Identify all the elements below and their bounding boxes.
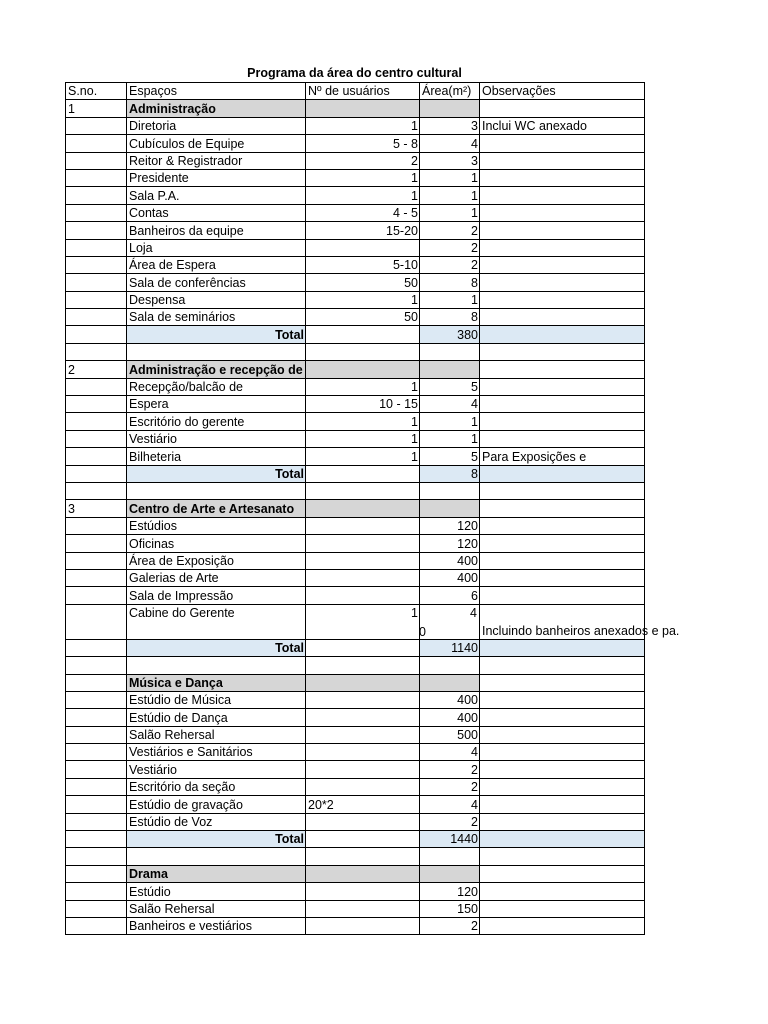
notes-cell — [480, 256, 645, 273]
blank-cell — [66, 709, 127, 726]
total-fill — [480, 639, 645, 656]
notes-cell — [480, 222, 645, 239]
table-row — [66, 413, 645, 430]
notes-cell — [480, 883, 645, 900]
notes-cell — [480, 169, 645, 186]
blank-cell — [127, 848, 306, 865]
spacer-row — [66, 848, 645, 865]
table-row — [66, 448, 645, 465]
total-value: 8 — [420, 465, 480, 482]
notes-cell: Para Exposições e — [480, 448, 645, 465]
space-cell: Estúdios — [127, 517, 306, 534]
total-fill — [480, 326, 645, 343]
notes-cell — [480, 569, 645, 586]
section-number: 3 — [66, 500, 127, 517]
space-cell: Banheiros da equipe — [127, 222, 306, 239]
users-cell — [306, 517, 420, 534]
section-header-row — [66, 500, 645, 517]
blank-cell — [66, 744, 127, 761]
table-row — [66, 726, 645, 743]
total-label: Total — [127, 326, 306, 343]
space-cell: Vestiário — [127, 761, 306, 778]
area-value-bottom: 0 — [419, 624, 426, 639]
blank-cell — [306, 657, 420, 674]
area-cell: 1 — [420, 204, 480, 221]
space-cell: Sala de conferências — [127, 274, 306, 291]
space-cell: Vestiários e Sanitários — [127, 744, 306, 761]
blank-cell — [127, 657, 306, 674]
space-cell: Reitor & Registrador — [127, 152, 306, 169]
blank-cell — [66, 848, 127, 865]
blank-cell — [66, 517, 127, 534]
area-program-table — [65, 82, 680, 935]
notes-cell — [480, 135, 645, 152]
notes-cell — [480, 204, 645, 221]
notes-cell — [480, 187, 645, 204]
area-cell: 120 — [420, 883, 480, 900]
users-cell: 1 — [306, 604, 420, 639]
section-number — [66, 674, 127, 691]
area-cell: 150 — [420, 900, 480, 917]
table-row — [66, 222, 645, 239]
notes-cell — [480, 413, 645, 430]
table-body — [66, 83, 680, 935]
space-cell: Oficinas — [127, 535, 306, 552]
area-cell: 1 — [420, 169, 480, 186]
total-label: Total — [127, 465, 306, 482]
space-cell: Bilheteria — [127, 448, 306, 465]
blank-cell — [66, 135, 127, 152]
spacer-row — [66, 343, 645, 360]
space-cell: Diretoria — [127, 117, 306, 134]
total-fill — [480, 465, 645, 482]
blank-cell — [66, 726, 127, 743]
blank-cell — [66, 604, 127, 639]
header-area: Área(m²) — [420, 83, 480, 100]
blank-cell — [66, 222, 127, 239]
blank-cell — [66, 448, 127, 465]
users-cell: 1 — [306, 413, 420, 430]
area-cell: 1 — [420, 413, 480, 430]
notes-cell — [480, 309, 645, 326]
table-row — [66, 744, 645, 761]
total-row — [66, 639, 645, 656]
total-fill — [306, 465, 420, 482]
notes-cell — [480, 900, 645, 917]
total-row — [66, 465, 645, 482]
users-cell — [306, 709, 420, 726]
users-cell — [306, 900, 420, 917]
users-cell — [306, 691, 420, 708]
table-row — [66, 691, 645, 708]
section-fill — [306, 674, 420, 691]
users-cell — [306, 587, 420, 604]
blank-cell — [66, 413, 127, 430]
blank-cell — [480, 848, 645, 865]
area-cell: 4 — [420, 396, 480, 413]
area-cell: 500 — [420, 726, 480, 743]
area-cell: 2 — [420, 761, 480, 778]
blank-cell — [66, 256, 127, 273]
area-cell: 4 — [420, 744, 480, 761]
blank-cell — [66, 900, 127, 917]
space-cell: Estúdio de Dança — [127, 709, 306, 726]
blank-cell — [66, 152, 127, 169]
users-cell — [306, 813, 420, 830]
users-cell: 1 — [306, 187, 420, 204]
space-cell: Loja — [127, 239, 306, 256]
area-cell: 120 — [420, 517, 480, 534]
header-sno: S.no. — [66, 83, 127, 100]
users-cell: 1 — [306, 448, 420, 465]
notes-cell — [480, 552, 645, 569]
table-row — [66, 761, 645, 778]
blank-cell — [480, 500, 645, 517]
section-fill — [420, 865, 480, 882]
table-row — [66, 309, 645, 326]
header-space: Espaços — [127, 83, 306, 100]
users-cell: 1 — [306, 291, 420, 308]
blank-cell — [66, 326, 127, 343]
total-value: 1440 — [420, 831, 480, 848]
users-cell — [306, 552, 420, 569]
section-fill — [306, 500, 420, 517]
users-cell — [306, 917, 420, 934]
blank-cell — [66, 535, 127, 552]
space-cell: Vestiário — [127, 430, 306, 447]
table-row — [66, 378, 645, 395]
table-row — [66, 256, 645, 273]
space-cell: Sala de seminários — [127, 309, 306, 326]
space-cell: Salão Rehersal — [127, 900, 306, 917]
table-row — [66, 796, 645, 813]
users-cell: 4 - 5 — [306, 204, 420, 221]
area-cell: 2 — [420, 222, 480, 239]
table-row — [66, 117, 645, 134]
users-cell: 1 — [306, 117, 420, 134]
space-cell: Estúdio de gravação — [127, 796, 306, 813]
blank-cell — [127, 343, 306, 360]
table-row — [66, 778, 645, 795]
blank-cell — [66, 657, 127, 674]
total-fill — [306, 326, 420, 343]
blank-cell — [306, 482, 420, 499]
users-cell — [306, 761, 420, 778]
area-cell — [420, 604, 480, 639]
blank-cell — [66, 482, 127, 499]
blank-cell — [66, 796, 127, 813]
area-cell: 4 — [420, 135, 480, 152]
section-fill — [420, 361, 480, 378]
area-cell: 3 — [420, 152, 480, 169]
notes-cell — [480, 396, 645, 413]
spacer-row — [66, 482, 645, 499]
notes-cell — [480, 813, 645, 830]
table-row — [66, 517, 645, 534]
space-cell: Estúdio de Música — [127, 691, 306, 708]
table-row — [66, 169, 645, 186]
users-cell: 50 — [306, 309, 420, 326]
space-cell: Despensa — [127, 291, 306, 308]
table-row — [66, 813, 645, 830]
area-cell: 6 — [420, 587, 480, 604]
space-cell: Recepção/balcão de — [127, 378, 306, 395]
blank-cell — [66, 883, 127, 900]
section-fill — [420, 100, 480, 117]
section-name: Administração — [127, 100, 306, 117]
users-cell: 15-20 — [306, 222, 420, 239]
area-cell: 400 — [420, 552, 480, 569]
blank-cell — [66, 169, 127, 186]
space-cell: Presidente — [127, 169, 306, 186]
space-cell: Cubículos de Equipe — [127, 135, 306, 152]
users-cell: 5 - 8 — [306, 135, 420, 152]
users-cell — [306, 535, 420, 552]
blank-cell — [480, 361, 645, 378]
blank-cell — [66, 291, 127, 308]
table-row — [66, 274, 645, 291]
total-row — [66, 326, 645, 343]
blank-cell — [66, 569, 127, 586]
space-cell: Cabine do Gerente — [127, 604, 306, 639]
notes-cell — [480, 744, 645, 761]
space-cell: Estúdio de Voz — [127, 813, 306, 830]
notes-cell — [480, 778, 645, 795]
area-cell: 1 — [420, 291, 480, 308]
blank-cell — [66, 639, 127, 656]
notes-cell: Inclui WC anexado — [480, 117, 645, 134]
blank-cell — [420, 848, 480, 865]
total-fill — [306, 639, 420, 656]
space-cell: Banheiros e vestiários — [127, 917, 306, 934]
area-cell: 2 — [420, 778, 480, 795]
total-label: Total — [127, 639, 306, 656]
blank-cell — [480, 657, 645, 674]
users-cell: 50 — [306, 274, 420, 291]
section-fill — [420, 500, 480, 517]
header-row — [66, 83, 645, 100]
area-cell: 2 — [420, 256, 480, 273]
section-header-row — [66, 100, 645, 117]
table-row — [66, 917, 645, 934]
blank-cell — [66, 204, 127, 221]
notes-cell — [480, 761, 645, 778]
section-number: 1 — [66, 100, 127, 117]
users-cell — [306, 726, 420, 743]
table-row — [66, 239, 645, 256]
blank-cell — [66, 117, 127, 134]
blank-cell — [66, 378, 127, 395]
table-row — [66, 152, 645, 169]
table-row — [66, 187, 645, 204]
total-label: Total — [127, 831, 306, 848]
blank-cell — [306, 848, 420, 865]
space-cell: Salão Rehersal — [127, 726, 306, 743]
table-row — [66, 535, 645, 552]
notes-cell — [480, 535, 645, 552]
notes-cell — [480, 239, 645, 256]
area-cell: 120 — [420, 535, 480, 552]
users-cell — [306, 883, 420, 900]
area-cell: 3 — [420, 117, 480, 134]
section-header-row — [66, 865, 645, 882]
blank-cell — [66, 813, 127, 830]
notes-cell — [480, 917, 645, 934]
notes-cell — [480, 152, 645, 169]
blank-cell — [66, 396, 127, 413]
area-cell: 8 — [420, 274, 480, 291]
area-cell: 2 — [420, 813, 480, 830]
space-cell: Escritório da seção — [127, 778, 306, 795]
space-cell: Estúdio — [127, 883, 306, 900]
table-row — [66, 396, 645, 413]
space-cell: Contas — [127, 204, 306, 221]
section-number: 2 — [66, 361, 127, 378]
section-header-row — [66, 674, 645, 691]
users-cell: 2 — [306, 152, 420, 169]
table-row — [66, 709, 645, 726]
users-cell — [306, 744, 420, 761]
blank-cell — [66, 274, 127, 291]
blank-cell — [480, 343, 645, 360]
blank-cell — [66, 778, 127, 795]
table-row — [66, 291, 645, 308]
area-cell: 5 — [420, 378, 480, 395]
table-row — [66, 883, 645, 900]
table-row — [66, 569, 645, 586]
section-name: Música e Dança — [127, 674, 306, 691]
blank-cell — [480, 674, 645, 691]
users-cell: 1 — [306, 378, 420, 395]
blank-cell — [66, 465, 127, 482]
total-row — [66, 831, 645, 848]
section-number — [66, 865, 127, 882]
blank-cell — [66, 761, 127, 778]
section-fill — [306, 361, 420, 378]
users-cell: 1 — [306, 430, 420, 447]
notes-cell — [480, 274, 645, 291]
section-name: Drama — [127, 865, 306, 882]
blank-cell — [66, 187, 127, 204]
users-cell — [306, 239, 420, 256]
space-cell: Escritório do gerente — [127, 413, 306, 430]
notes-cell: Incluindo banheiros anexados e pa. — [480, 604, 645, 639]
total-value: 380 — [420, 326, 480, 343]
total-value: 1140 — [420, 639, 480, 656]
area-cell: 2 — [420, 239, 480, 256]
blank-cell — [66, 552, 127, 569]
blank-cell — [66, 430, 127, 447]
area-cell: 400 — [420, 709, 480, 726]
space-cell: Espera — [127, 396, 306, 413]
spacer-row — [66, 657, 645, 674]
space-cell: Galerias de Arte — [127, 569, 306, 586]
notes-cell — [480, 517, 645, 534]
area-cell: 400 — [420, 569, 480, 586]
blank-cell — [66, 343, 127, 360]
blank-cell — [480, 865, 645, 882]
section-fill — [420, 674, 480, 691]
blank-cell — [127, 482, 306, 499]
section-fill — [306, 865, 420, 882]
table-row — [66, 900, 645, 917]
area-cell: 1 — [420, 430, 480, 447]
notes-cell — [480, 430, 645, 447]
total-fill — [480, 831, 645, 848]
header-users: Nº de usuários — [306, 83, 420, 100]
blank-cell — [480, 482, 645, 499]
users-cell — [306, 778, 420, 795]
notes-cell — [480, 587, 645, 604]
users-cell — [306, 569, 420, 586]
notes-cell — [480, 709, 645, 726]
users-cell: 20*2 — [306, 796, 420, 813]
notes-cell — [480, 378, 645, 395]
table-row — [66, 604, 645, 639]
blank-cell — [420, 343, 480, 360]
space-cell: Área de Exposição — [127, 552, 306, 569]
area-cell: 8 — [420, 309, 480, 326]
space-cell: Área de Espera — [127, 256, 306, 273]
table-row — [66, 587, 645, 604]
blank-cell — [66, 831, 127, 848]
notes-cell — [480, 726, 645, 743]
users-cell: 1 — [306, 169, 420, 186]
section-name: Administração e recepção de — [127, 361, 306, 378]
blank-cell — [420, 657, 480, 674]
blank-cell — [66, 691, 127, 708]
space-cell: Sala P.A. — [127, 187, 306, 204]
table-row — [66, 430, 645, 447]
document-title: Programa da área do centro cultural — [247, 66, 462, 80]
blank-cell — [420, 482, 480, 499]
blank-cell — [66, 309, 127, 326]
area-cell: 2 — [420, 917, 480, 934]
blank-cell — [480, 100, 645, 117]
area-value-top: 4 — [470, 605, 477, 620]
header-notes: Observações — [480, 83, 645, 100]
space-cell: Sala de Impressão — [127, 587, 306, 604]
notes-cell — [480, 796, 645, 813]
area-cell: 4 — [420, 796, 480, 813]
blank-cell — [306, 343, 420, 360]
table-row — [66, 204, 645, 221]
section-fill — [306, 100, 420, 117]
table-row — [66, 552, 645, 569]
total-fill — [306, 831, 420, 848]
section-header-row — [66, 361, 645, 378]
area-cell: 400 — [420, 691, 480, 708]
users-cell: 5-10 — [306, 256, 420, 273]
area-cell: 1 — [420, 187, 480, 204]
users-cell: 10 - 15 — [306, 396, 420, 413]
notes-cell — [480, 291, 645, 308]
blank-cell — [66, 587, 127, 604]
table-row — [66, 135, 645, 152]
blank-cell — [66, 239, 127, 256]
notes-cell — [480, 691, 645, 708]
blank-cell — [66, 917, 127, 934]
section-name: Centro de Arte e Artesanato — [127, 500, 306, 517]
area-cell: 5 — [420, 448, 480, 465]
